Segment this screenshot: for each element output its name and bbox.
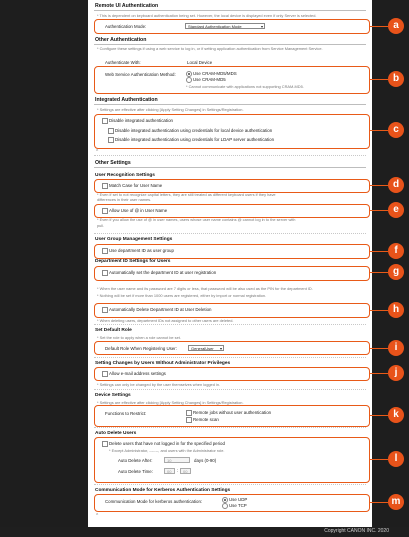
privileges-note: * Settings can only be changed by the user themselves when logged in. [97,382,221,387]
user-group-title: User Group Management Settings [95,237,173,242]
integrated-auth-note: * Settings are effective after clicking [Apply Setting Changes] in Settings/Registration. [97,107,244,112]
auto-delete-dept-checkbox[interactable] [102,307,108,313]
match-case-note-2: differences in their user names. [97,197,152,202]
callout-line [370,310,388,311]
except-note: * Except Administrator, -------, and users with the Administrator role. [109,448,225,453]
divider [94,389,366,390]
auth-with-label: Authenticate With: [105,60,141,65]
auto-delete-dept-note: * When deleting users, department IDs not assigned to other users are deleted. [97,318,234,323]
allow-at-note-2: pull. [97,223,105,228]
collapse-chevron-icon[interactable]: ⌃ [95,513,100,519]
allow-at-note: * Even if you allow the use of @ in user names, users whose user name contains @ cannot log in to the server with [97,217,296,222]
match-case-note: * Even if set to not recognize capital letters, they are still treated as different keyboard users if they have [97,192,276,197]
callout-line [370,272,388,273]
auth-mode-label: Authentication Mode: [105,24,147,29]
callout-line [370,79,388,80]
callout-line [370,415,388,416]
radio-cram-md5-label: Use CRAM-MD5 [193,77,226,82]
dept-id-title: Department ID Settings for Users [95,259,171,264]
remote-scan-checkbox[interactable] [186,417,192,423]
match-case-label: Match Case for User Name [109,183,163,188]
remote-jobs-checkbox[interactable] [186,410,192,416]
divider [94,484,366,485]
other-settings-title: Other Settings [95,160,131,166]
copyright-text: Copyright CANON INC. 2020 [324,528,389,534]
kerberos-title: Communication Mode for Kerberos Authentication Settings [95,488,231,493]
delete-users-checkbox[interactable] [102,441,108,447]
auto-delete-after-label: Auto Delete After: [118,458,153,463]
radio-udp-label: Use UDP [229,497,248,502]
chevron-down-icon: ▾ [219,346,222,351]
default-role-value: GeneralUser [191,346,214,351]
callout-j: j [388,365,404,381]
callout-m: m [388,494,404,510]
auto-set-note-2: * Nothing will be set if more than 1000 users are registered, either by import or normal registration. [97,293,267,298]
device-settings-note: * Settings are effective after clicking [Apply Setting Changes] in Settings/Registration. [97,400,244,405]
callout-f: f [388,243,404,259]
callout-line [370,459,388,460]
radio-cram-md5-mds-label: Use CRAM-MD5/MDS [193,71,237,76]
callout-line [370,210,388,211]
callout-line [370,502,388,503]
privileges-title: Setting Changes by Users Without Administrator Privileges [95,361,231,366]
callout-line [370,130,388,131]
divider [94,167,366,168]
divider [94,155,366,156]
integrated-auth-title: Integrated Authentication [95,97,158,103]
cram-warning: * Cannot communicate with applications not supporting CRAM-MD5. [186,84,304,89]
auto-delete-title: Auto Delete Users [95,431,137,436]
divider [94,427,366,428]
divider [94,233,366,234]
default-role-label: Default Role When Registering User: [105,346,177,351]
other-auth-note: * Configure these settings if using a web service to log in, or if setting application authentication from Service Management Service. [97,46,323,51]
web-auth-method-label: Web Service Authentication Method: [105,72,176,77]
callout-line [370,348,388,349]
auto-delete-time-label: Auto Delete Time: [118,469,153,474]
auto-delete-dept-label: Automatically Delete Department ID at User Deletion [109,307,212,312]
use-dept-checkbox[interactable] [102,248,108,254]
remote-jobs-label: Remote jobs without user authentication [193,410,272,415]
user-recognition-title: User Recognition Settings [95,173,155,178]
settings-page [88,0,372,527]
callout-d: d [388,177,404,193]
auto-delete-minute-input[interactable]: 00 [180,468,191,474]
auto-set-dept-checkbox[interactable] [102,270,108,276]
remote-ui-note: * This is dependent on keyboard authentication being set. However, the local device is displayed even if only Server is selected. [97,13,317,18]
auth-mode-value: Standard Authentication Mode [188,24,242,29]
callout-l: l [388,451,404,467]
callout-k: k [388,407,404,423]
radio-cram-md5[interactable] [186,77,192,83]
auto-delete-hour-input[interactable]: 00 [164,468,175,474]
auto-set-note-1: * When the user name and its password are 7 digits or less, that password will be also used as the PIN for the department ID. [97,286,313,291]
callout-b: b [388,71,404,87]
disable-ldap-label: Disable integrated authentication using credentials for LDAP server authentication [115,137,275,142]
disable-local-checkbox[interactable] [108,128,114,134]
callout-c: c [388,122,404,138]
default-role-select[interactable] [188,345,224,351]
footer-bar [0,527,409,537]
default-role-note: * Set the role to apply when a role cannot be set. [97,335,181,340]
allow-at-label: Allow Use of @ in User Name [109,208,168,213]
disable-ldap-checkbox[interactable] [108,137,114,143]
callout-h: h [388,302,404,318]
callout-line [370,251,388,252]
collapse-chevron-icon[interactable]: ⌃ [95,149,100,155]
remote-ui-auth-title: Remote UI Authentication [95,3,159,9]
auth-mode-select[interactable] [185,23,265,29]
match-case-checkbox[interactable] [102,183,108,189]
callout-g: g [388,264,404,280]
divider [94,10,366,11]
allow-email-checkbox[interactable] [102,371,108,377]
auto-delete-days-input[interactable]: 10 [164,457,190,463]
radio-tcp-label: Use TCP [229,503,247,508]
allow-email-label: Allow e-mail address settings [109,371,166,376]
allow-at-checkbox[interactable] [102,208,108,214]
radio-tcp[interactable] [222,503,228,509]
disable-integrated-label: Disable integrated authentication [109,118,173,123]
callout-line [370,185,388,186]
callout-line [370,26,388,27]
device-settings-title: Device Settings [95,393,131,398]
remote-scan-label: Remote scan [193,417,219,422]
callout-i: i [388,340,404,356]
use-dept-label: Use department ID as user group [109,248,174,253]
default-role-title: Set Default Role [95,328,132,333]
time-colon: : [177,468,179,473]
divider [94,357,366,358]
auto-set-dept-label: Automatically set the department ID at user registration [109,270,217,275]
restrict-label: Functions to Restrict: [105,411,147,416]
divider [94,104,366,105]
days-unit-label: days (0-90) [194,458,217,463]
disable-integrated-checkbox[interactable] [102,118,108,124]
callout-a: a [388,18,404,34]
callout-e: e [388,202,404,218]
local-device-label: Local Device [187,60,213,65]
other-auth-title: Other Authentication [95,37,147,43]
divider [94,324,366,325]
highlight-box-k [94,405,370,427]
disable-local-label: Disable integrated authentication using credentials for local device authentication [115,128,273,133]
chevron-down-icon: ▾ [260,24,263,29]
callout-line [370,373,388,374]
kerberos-mode-label: Communication Mode for kerberos authentication: [105,499,203,504]
divider [94,44,366,45]
delete-users-label: Delete users that have not logged in for the specified period [109,441,225,446]
